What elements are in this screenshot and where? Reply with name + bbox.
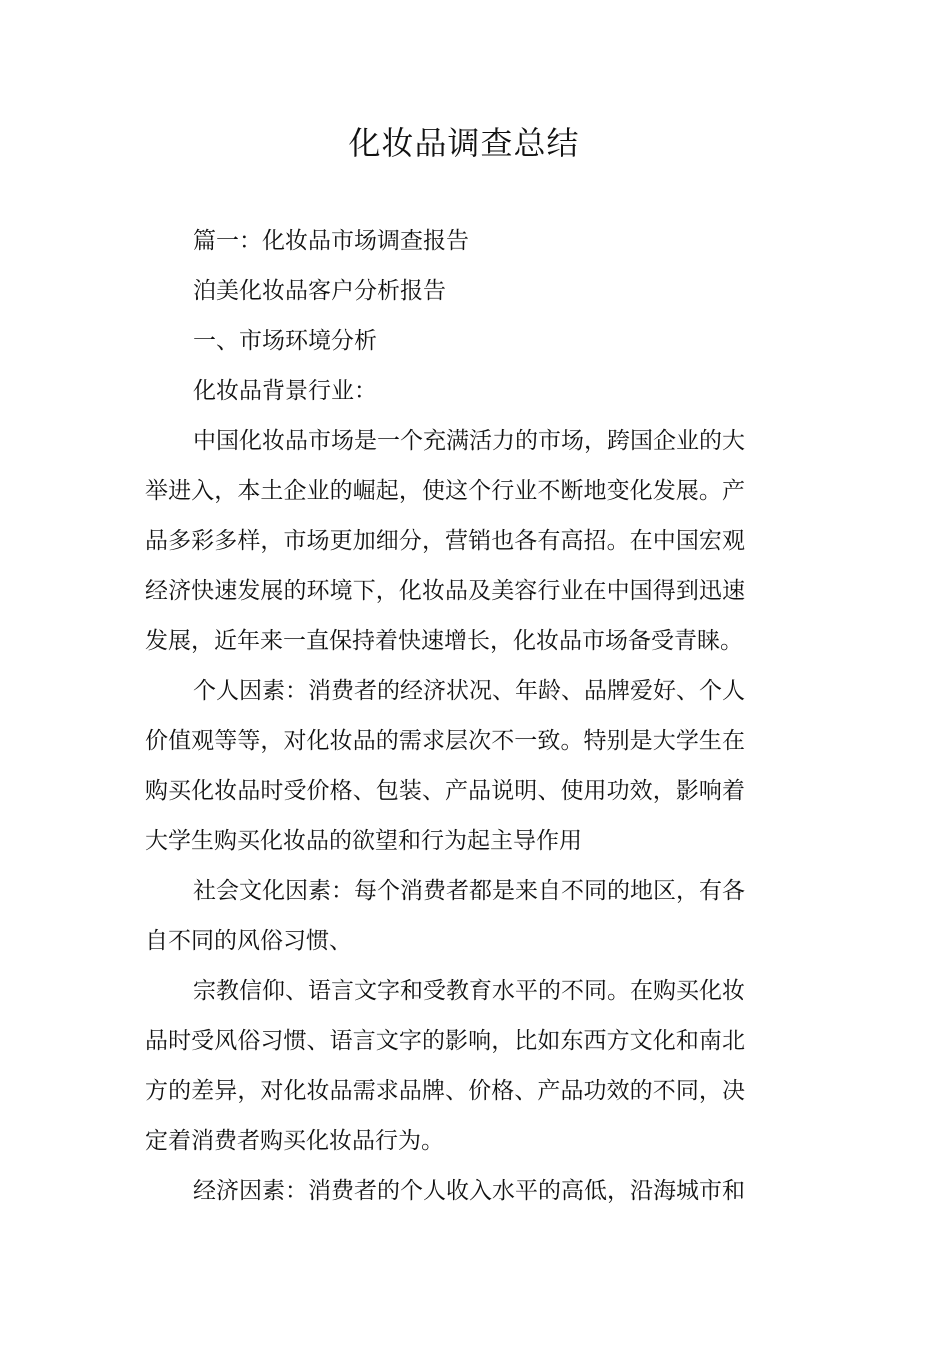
paragraph-social-cultural-factors: 社会文化因素：每个消费者都是来自不同的地区，有各自不同的风俗习惯、: [145, 878, 745, 954]
paragraph-report-title: 泊美化妆品客户分析报告: [193, 278, 446, 304]
document-body: [145, 216, 745, 1216]
paragraph-industry-background: 中国化妆品市场是一个充满活力的市场，跨国企业的大举进入，本土企业的崛起，使这个行业不断地变化发展。产品多彩多样，市场更加细分，营销也各有高招。在中国宏观经济快速发展的环境下，化妆品及美容行业在中国得到迅速发展，近年来一直保持着快速增长，化妆品市场备受青睐。: [145, 428, 745, 654]
paragraph-section-heading: 篇一：化妆品市场调查报告: [193, 228, 469, 254]
document-title: 化妆品调查总结: [348, 124, 580, 162]
paragraph-personal-factors: 个人因素：消费者的经济状况、年龄、品牌爱好、个人价值观等等，对化妆品的需求层次不一致。特别是大学生在购买化妆品时受价格、包装、产品说明、使用功效，影响着大学生购买化妆品的欲望和行为起主导作用: [145, 678, 745, 854]
paragraph-industry-background-heading: 化妆品背景行业：: [193, 378, 377, 404]
paragraph-market-analysis-heading: 一、市场环境分析: [193, 328, 377, 354]
paragraph-religion-language: 宗教信仰、语言文字和受教育水平的不同。在购买化妆品时受风俗习惯、语言文字的影响，比如东西方文化和南北方的差异，对化妆品需求品牌、价格、产品功效的不同，决定着消费者购买化妆品行为。: [145, 978, 745, 1154]
paragraph-economic-factors: 经济因素：消费者的个人收入水平的高低，沿海城市和: [193, 1178, 745, 1204]
